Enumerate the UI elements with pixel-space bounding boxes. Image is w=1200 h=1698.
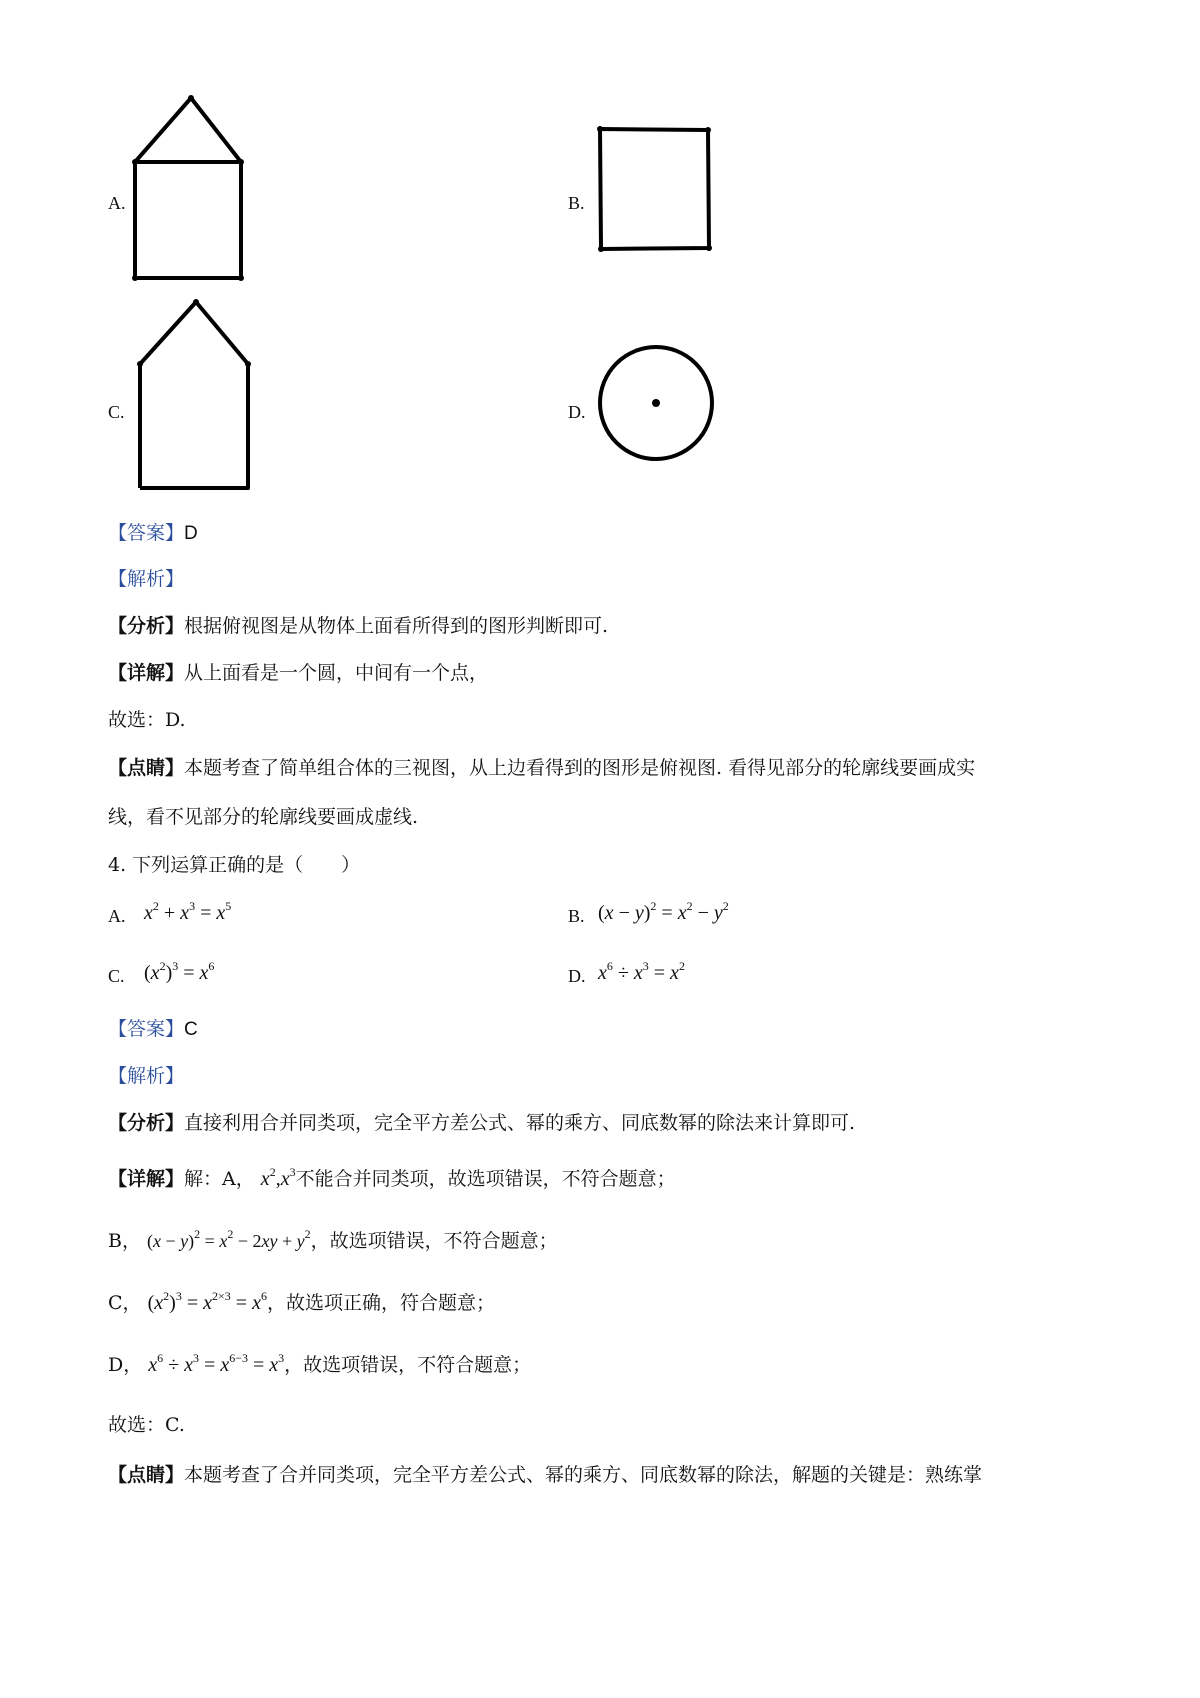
q4-question: 4. 下列运算正确的是（ ） [108, 854, 361, 876]
q4-line-b-formula: $(x - y)^2 = x^2 - 2xy + y^2$ [147, 1227, 311, 1251]
q4-line-d [108, 1352, 531, 1378]
q4-option-c-formula: $(x^2)^3 = x^6$ [144, 959, 215, 984]
q4-option-b-label: B. [568, 906, 585, 926]
q4-line-b [108, 1228, 558, 1254]
option-a-figure [128, 94, 252, 286]
q4-line-c-formula: $(x^2)^3 = x^{2\times 3} = x^6$ [147, 1289, 267, 1314]
q4-xiangjie-prefix: 解：A， [184, 1168, 255, 1190]
option-a-label: A. [108, 193, 126, 213]
q4-option-d-label: D. [568, 966, 586, 986]
q3-answer-tag: 【答案】 [108, 522, 185, 544]
q4-line-a-suffix: 不能合并同类项，故选项错误，不符合题意； [295, 1168, 676, 1190]
q3-analysis-tag: 【解析】 [108, 568, 185, 590]
q3-answer-line [108, 520, 198, 547]
q4-answer-line [108, 1016, 198, 1043]
q3-dianjing-tag: 【点睛】 [108, 757, 185, 779]
q4-line-c [108, 1290, 495, 1316]
q4-xiangjie-line-a [108, 1166, 676, 1192]
q3-xiangjie-tag: 【详解】 [108, 662, 185, 684]
q4-option-a-formula: $x^2 + x^3 = x^5$ [144, 899, 232, 924]
q4-dianjing-line [108, 1462, 982, 1488]
q3-dianjing-text-1: 本题考查了简单组合体的三视图，从上边看得到的图形是俯视图. 看得见部分的轮廓线要画成实 [184, 757, 976, 779]
q3-answer-value: D [184, 523, 198, 544]
option-c-figure [128, 298, 260, 498]
q4-analysis-tag: 【解析】 [108, 1065, 185, 1087]
option-d-figure [596, 343, 716, 463]
q4-fenxi-line [108, 1110, 855, 1136]
q3-fenxi-line [108, 613, 608, 639]
q4-option-b-formula: $(x - y)^2 = x^2 - y^2$ [598, 899, 729, 924]
option-c-label: C. [108, 402, 125, 422]
q4-line-d-suffix: ，故选项错误，不符合题意； [284, 1354, 532, 1376]
q4-xiangjie-tag: 【详解】 [108, 1168, 185, 1190]
q4-fenxi-tag: 【分析】 [108, 1112, 185, 1134]
q4-dianjing-tag: 【点睛】 [108, 1464, 185, 1486]
q4-line-b-suffix: ，故选项错误，不符合题意； [310, 1230, 558, 1252]
q4-fenxi-text: 直接利用合并同类项，完全平方差公式、幂的乘方、同底数幂的除法来计算即可. [184, 1112, 856, 1134]
q4-line-d-formula: $x^6 \div x^3 = x^{6-3} = x^3$ [148, 1351, 285, 1376]
option-b-figure [594, 125, 714, 255]
q4-answer-tag: 【答案】 [108, 1018, 185, 1040]
q3-fenxi-text: 根据俯视图是从物体上面看所得到的图形判断即可. [184, 615, 609, 637]
q4-line-c-prefix: C， [108, 1292, 142, 1314]
q3-fenxi-tag: 【分析】 [108, 615, 185, 637]
q4-line-a-formula: $x^2,x^3$ [260, 1165, 296, 1190]
q4-answer-value: C [184, 1019, 198, 1040]
q4-option-d-formula: $x^6 \div x^3 = x^2$ [598, 959, 685, 984]
option-d-label: D. [568, 402, 586, 422]
q3-xiangjie-line [108, 660, 488, 686]
q3-xiangjie-text: 从上面看是一个圆，中间有一个点， [184, 662, 489, 684]
q4-option-a-label: A. [108, 906, 126, 926]
q3-dianjing-line-1 [108, 755, 975, 781]
option-b-label: B. [568, 193, 585, 213]
q4-guxuan: 故选：C. [108, 1414, 185, 1436]
q4-line-d-prefix: D， [108, 1354, 143, 1376]
q4-line-c-suffix: ，故选项正确，符合题意； [266, 1292, 495, 1314]
q4-dianjing-text: 本题考查了合并同类项，完全平方差公式、幂的乘方、同底数幂的除法，解题的关键是：熟练掌 [184, 1464, 983, 1486]
q4-option-c-label: C. [108, 966, 125, 986]
q3-dianjing-line-2: 线，看不见部分的轮廓线要画成虚线. [108, 806, 419, 828]
q3-guxuan: 故选：D. [108, 709, 186, 731]
q4-line-b-prefix: B， [108, 1230, 141, 1252]
